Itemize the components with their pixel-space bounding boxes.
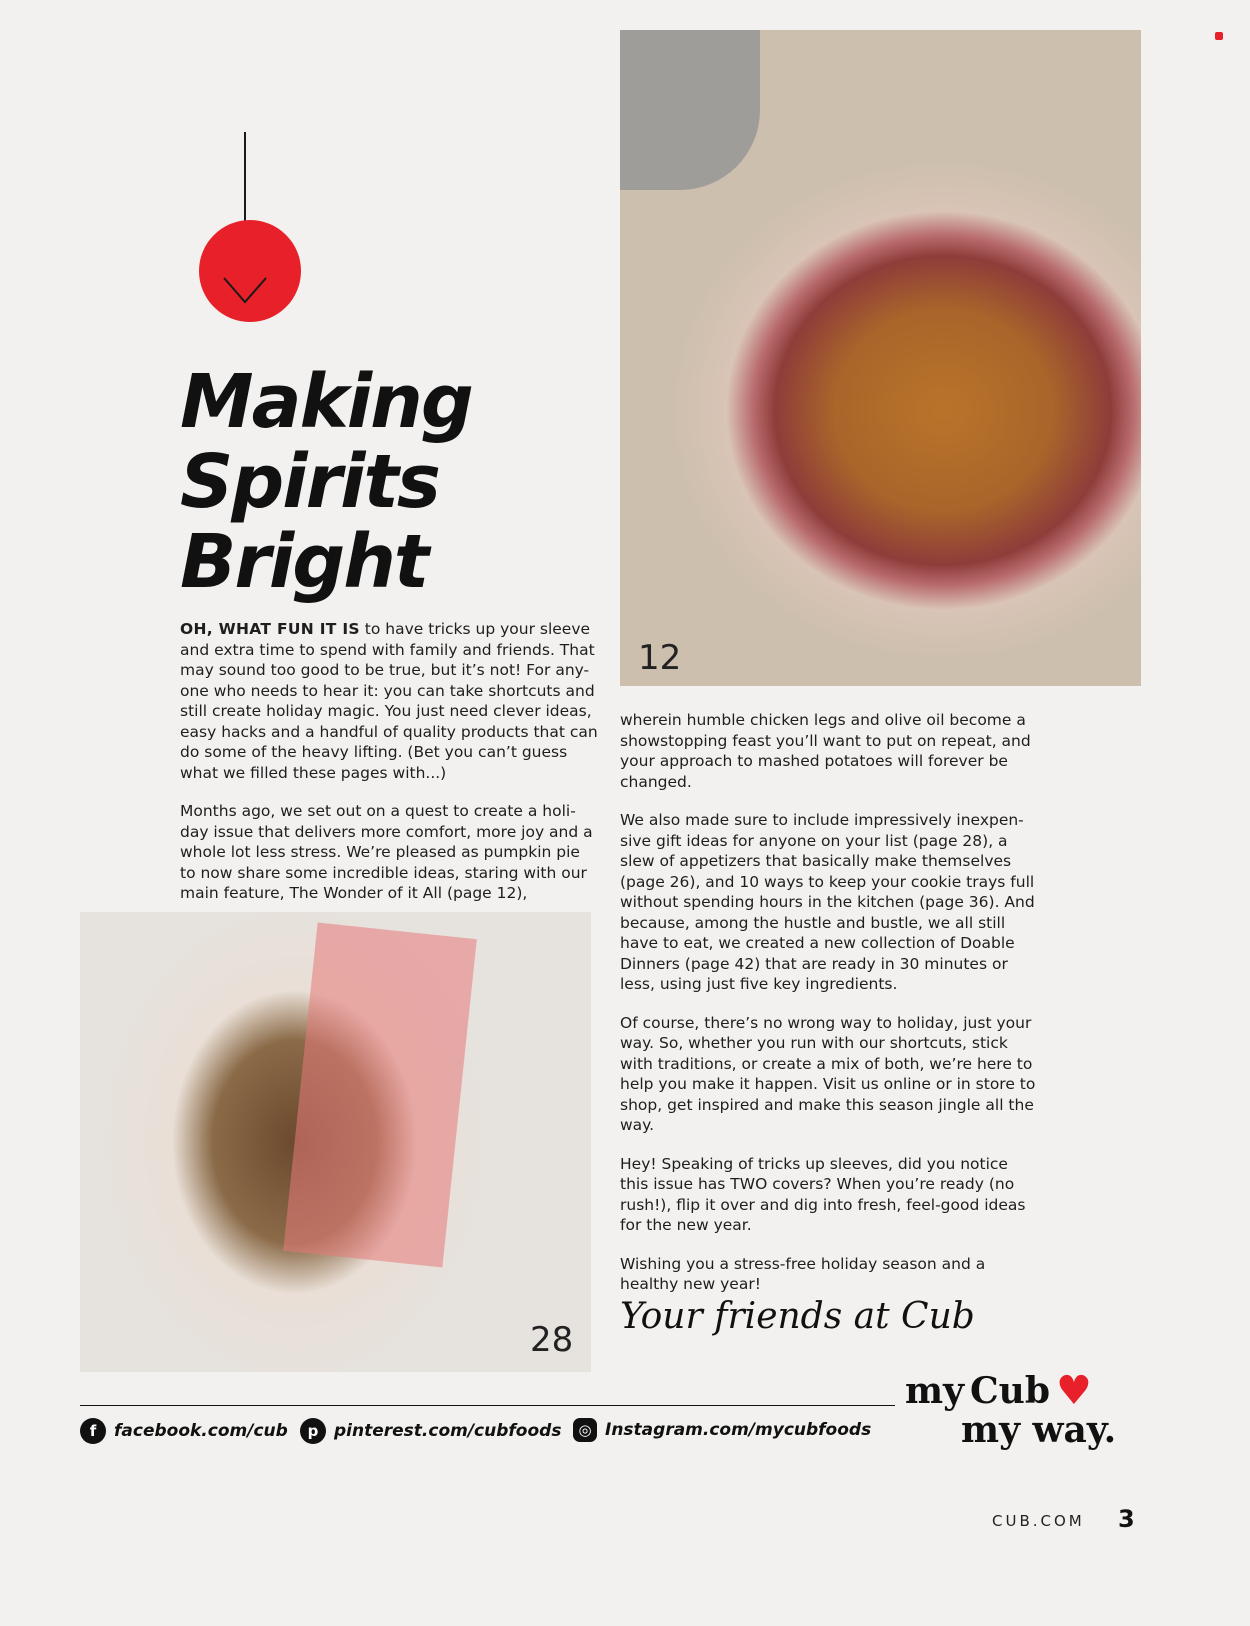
facebook-link[interactable] [80,1418,288,1444]
page-title [180,359,580,605]
logo-cub: Cub [970,1370,1051,1412]
title-line-2: Spirits [180,439,439,525]
brand-logo [905,1367,1135,1451]
facebook-icon: f [80,1418,106,1444]
intro-body: to have tricks up your sleeve and extra time to spend with family and friends. That may sound too good to be true, but it’s not! For any-one who needs to hear it: you can take shortcuts and still create holiday magic. You just need clever ideas, easy hacks and a handful of quality products that can do some of the heavy lifting. (Bet you can’t guess what we filled these pages with...) [180,620,598,782]
intro-lead: OH, WHAT FUN IT IS [180,620,360,638]
title-line-3: Bright [180,519,428,605]
instagram-link[interactable] [573,1418,871,1442]
pinterest-url: pinterest.com/cubfoods [334,1421,562,1441]
paragraph-covers: Hey! Speaking of tricks up sleeves, did you notice this issue has TWO covers? When you’re ready (no rush!), flip it over and dig into fresh, feel-good ideas for the new year. [620,1154,1026,1234]
left-column [180,619,600,922]
intro-paragraph [180,619,600,783]
arrow-down-icon [222,276,268,304]
pinterest-link[interactable] [300,1418,561,1444]
paragraph-wishes: Wishing you a stress-free holiday season and a healthy new year! [620,1254,986,1293]
logo-my: my [905,1370,965,1412]
footer-url[interactable]: CUB.COM [992,1512,1085,1530]
title-line-1: Making [180,359,472,445]
right-column [620,710,1040,1313]
instagram-url: Instagram.com/mycubfoods [605,1420,872,1440]
red-circle [199,220,301,322]
paragraph-quest: Months ago, we set out on a quest to create a holi-day issue that delivers more comfort, more joy and a whole lot less stress. We’re pleased as pumpkin pie to now share some incredible ideas, staring with our main feature, The Wonder of it All (page 12), [180,802,593,902]
page-number: 3 [1118,1505,1135,1533]
facebook-url: facebook.com/cub [114,1421,288,1441]
paragraph-holiday: Of course, there’s no wrong way to holiday, just your way. So, whether you run with our shortcuts, stick with traditions, or create a mix of both, we’re here to help you make it happen. Visit us online or in store to shop, get inspired and make this season jingle all the way. [620,1013,1036,1134]
paragraph-gifts: We also made sure to include impressively inexpen-sive gift ideas for anyone on your list (page 28), a slew of appetizers that basically make themselves (page 26), and 10 ways to keep your cookie trays full without spending hours in the kitchen (page 36). And because, among the hustle and bustle, we all still have to eat, we created a new collection of Doable Dinners (page 42) that are ready in 30 minutes or less, using just five key ingredients. [620,811,1035,993]
instagram-icon: ◎ [573,1418,597,1442]
photo-page-number-12: 12 [638,638,682,678]
divider [80,1405,895,1406]
photo-page-number-28: 28 [530,1320,574,1360]
corner-mark [1215,32,1223,40]
signature: Your friends at Cub [620,1296,975,1337]
heart-icon: ♥ [1056,1367,1092,1414]
paragraph-chicken: wherein humble chicken legs and olive oil become a showstopping feast you’ll want to put on repeat, and your approach to mashed potatoes will forever be changed. [620,711,1031,791]
logo-tagline: my way. [961,1409,1117,1451]
pinterest-icon: p [300,1418,326,1444]
